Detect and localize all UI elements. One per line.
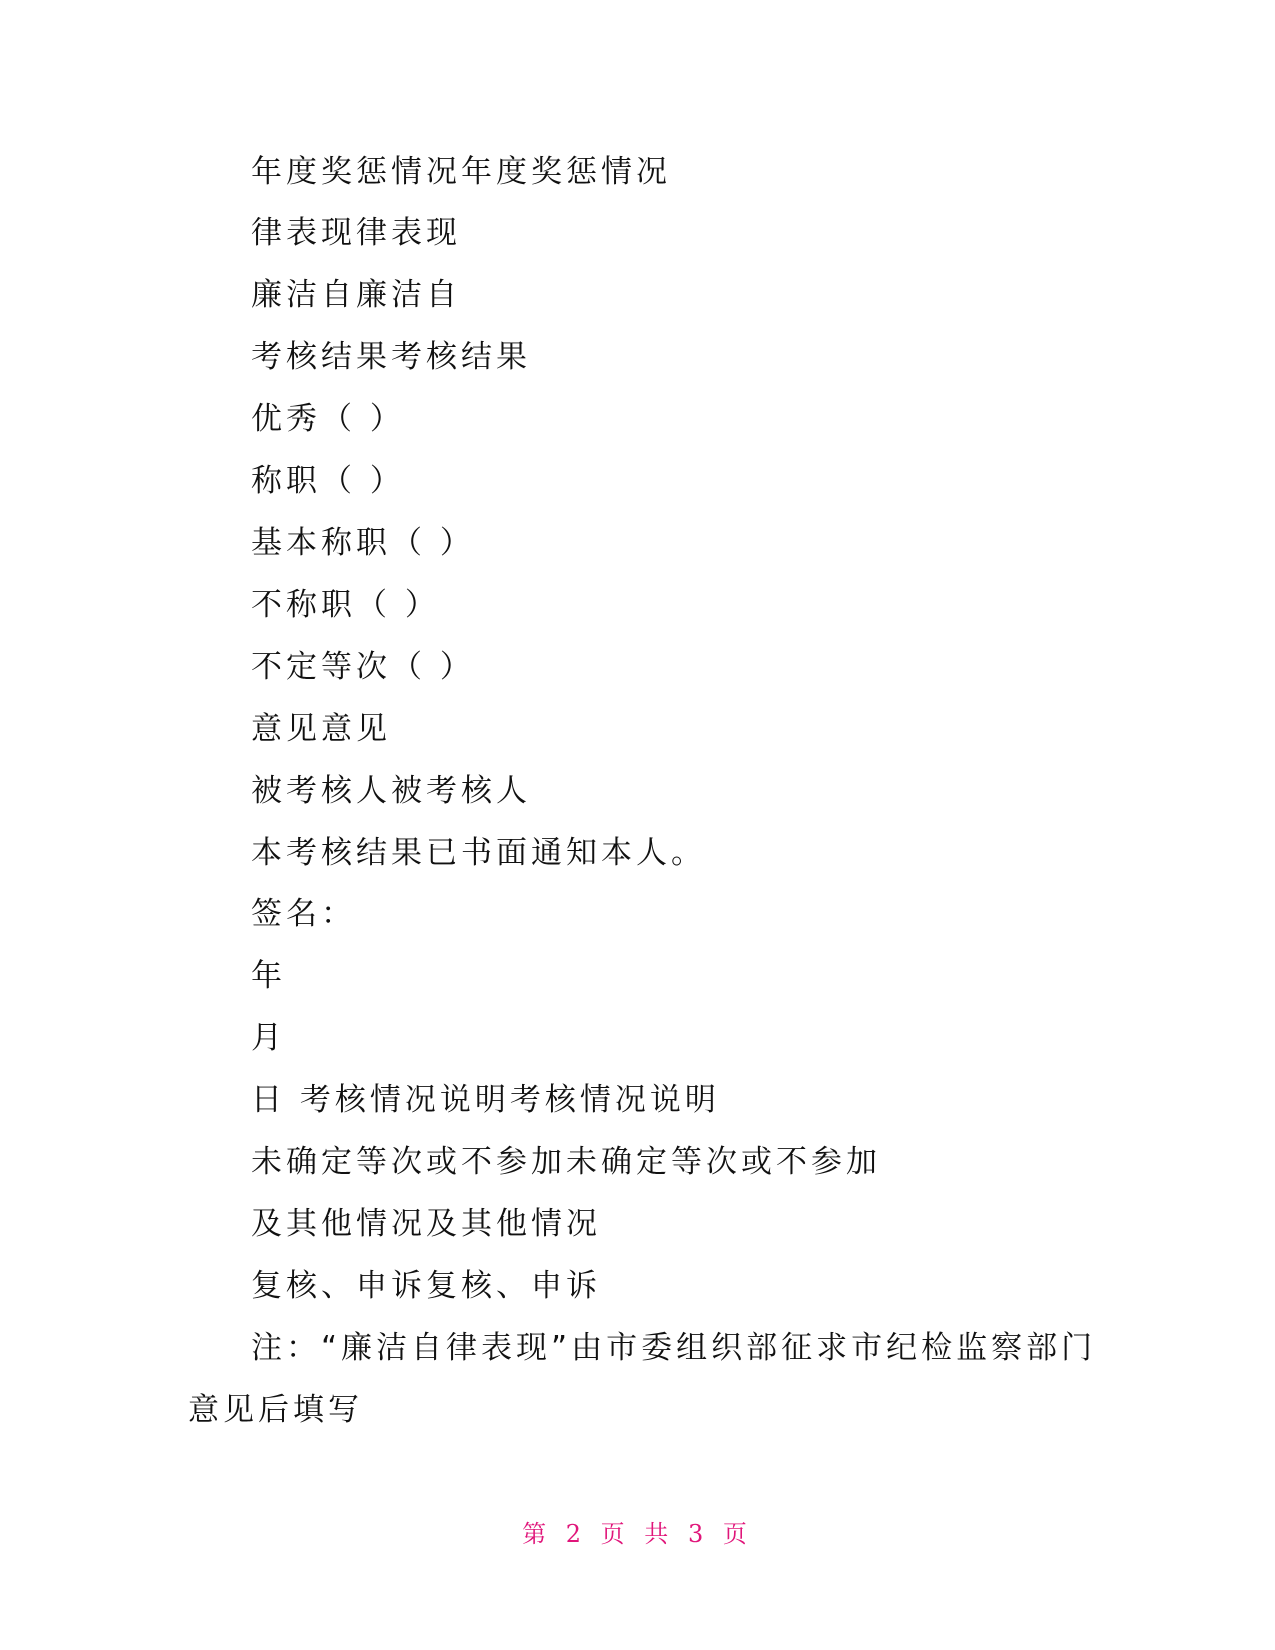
page-number-footer: 第 2 页 共 3 页: [522, 1520, 753, 1548]
doc-line-signature: 签名：: [251, 896, 356, 932]
doc-line-assessee: 被考核人被考核人: [251, 773, 531, 809]
doc-line-note-continued: 意见后填写: [188, 1392, 363, 1428]
doc-line-assessment-result: 考核结果考核结果: [251, 339, 531, 375]
doc-line-note: 注：“廉洁自律表现”由市委组织部征求市纪检监察部门: [251, 1330, 1097, 1366]
doc-line-basically-competent: 基本称职（ ）: [251, 525, 475, 561]
doc-line-undetermined: 未确定等次或不参加未确定等次或不参加: [251, 1144, 881, 1180]
doc-line-notified: 本考核结果已书面通知本人。: [251, 835, 706, 871]
doc-line-integrity: 廉洁自廉洁自: [251, 277, 461, 313]
doc-line-competent: 称职（ ）: [251, 463, 405, 499]
doc-line-annual-rewards: 年度奖惩情况年度奖惩情况: [251, 154, 671, 190]
doc-line-review-appeal: 复核、申诉复核、申诉: [251, 1268, 601, 1304]
doc-line-discipline-performance: 律表现律表现: [251, 215, 461, 251]
doc-line-other-cases: 及其他情况及其他情况: [251, 1206, 601, 1242]
doc-line-no-grade: 不定等次（ ）: [251, 649, 475, 685]
doc-line-excellent: 优秀（ ）: [251, 401, 405, 437]
doc-line-opinion: 意见意见: [251, 711, 391, 747]
doc-line-month: 月: [251, 1020, 286, 1056]
doc-line-incompetent: 不称职（ ）: [251, 587, 440, 623]
doc-line-year: 年: [251, 958, 286, 994]
doc-line-day-explanation: 日 考核情况说明考核情况说明: [251, 1082, 720, 1118]
